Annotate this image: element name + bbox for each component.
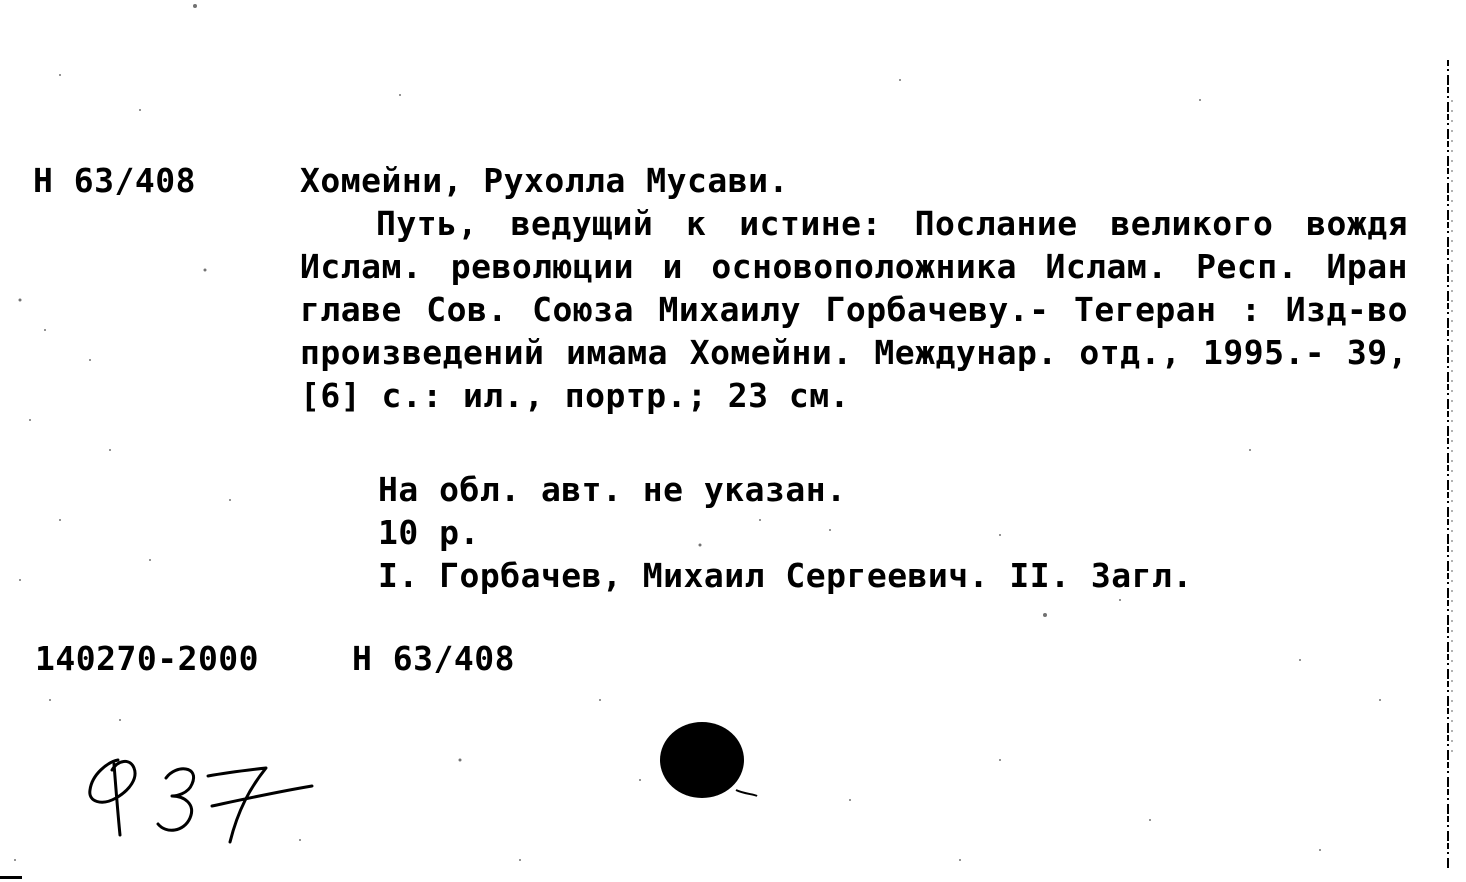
note-tracings: I. Горбачев, Михаил Сергеевич. II. Загл. — [378, 556, 1193, 595]
bibliographic-description: Путь, ведущий к истине: Послание великого вождя Ислам. революции и основоположника Ислам. Респ. Иран главе Сов. Союза Михаилу Горбачеву.- Тегеран : Изд-во произведений имама Хомейни. Междунар. отд., 1995.- 39, [6] с.: ил., портр.; 23 см. — [300, 204, 1408, 415]
note-cover: На обл. авт. не указан. — [378, 470, 847, 509]
accession-number: 140270-2000 — [35, 639, 260, 678]
card-edge-line — [1436, 60, 1456, 880]
note-price: 10 р. — [378, 513, 480, 552]
author-heading: Хомейни, Рухолла Мусави. — [300, 161, 789, 200]
shelf-mark-bottom: Н 63/408 — [352, 639, 515, 678]
shelf-mark-top: Н 63/408 — [33, 161, 196, 200]
handwritten-mark — [80, 740, 330, 850]
punch-hole-icon — [658, 716, 758, 806]
